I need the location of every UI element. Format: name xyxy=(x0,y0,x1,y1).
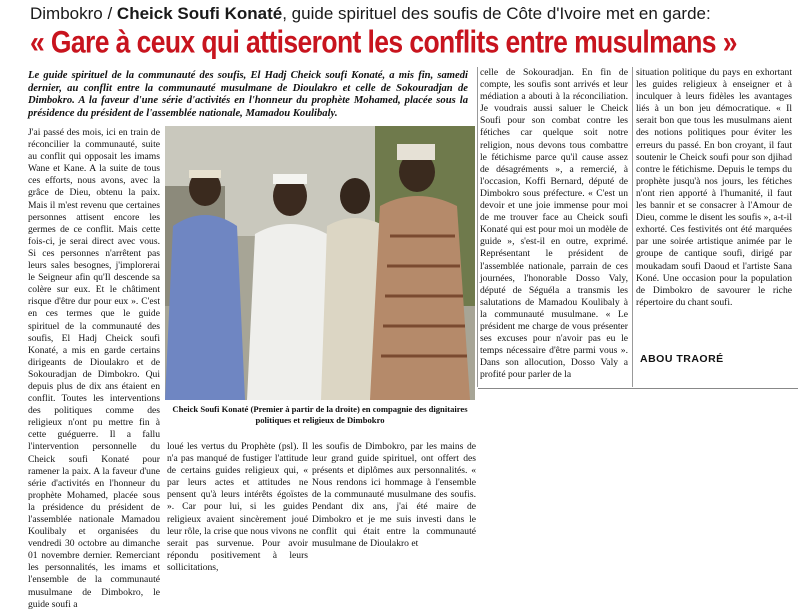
column-1-text: J'ai passé des mois, ici en train de réconcilier la communauté, suite au conflit qui opposait les imams Wane et Kane. A la suite de tous ces efforts, nous avons, avec la grâce de Dieu, obtenu la paix. Mais il m'est revenu que certaines personnes attisent encore les germes de ce conflit. Mais cette fois-ci, je serai direct avec vous. Si ces personnes n'arrêtent pas leurs sales besognes, j'implorerai le Seigneur afin qu'Il descende sa colère sur eux. Et le châtiment risque d'être dur pour eux ». C'est en ces termes que le guide spirituel de la communauté des soufis, El Hadj Cheick soufi Konaté, a mis en garde certains dirigeants de Dioulakro et de Sokouradjan de Dimbokro. Qui depuis plus de dix ans étaient en conflit. Toutes les interventions des politiques comme des religieux n'ont pu mettre fin à cette guéguerre. Il a fallu l'intervention personnelle du Cheick soufi Konaté pour ramener la paix. A la faveur d'une série d'activités en l'honneur du prophète Mohamed, placée sous la présidence du président de l'assemblée nationale Mamadou Koulibaly et organisées du vendredi 30 octobre au dimanche 01 novembre dernier. Remerciant les personnalités, les imams et l'ensemble de la communauté musulmane de Dimbokro, le guide soufi a xyxy=(28,127,160,610)
lead-paragraph: Le guide spirituel de la communauté des soufis, El Hadj Cheick soufi Konaté, a mis fin, samedi dernier, au conflit entre la communauté musulmane de Dioulakro et celle de Sokouradjan de Dimbokro. A la faveur d'une série d'activités en l'honneur du prophète Mohamed, placée sous la présidence du président de l'assemblée nationale, Mamadou Koulibaly. xyxy=(28,70,468,119)
headline: « Gare à ceux qui attiseront les conflits entre musulmans » xyxy=(30,24,737,60)
column-divider xyxy=(632,67,633,387)
column-2-text: loué les vertus du Prophète (psl). Il n'a pas manqué de fustiger l'attitude de certains guides religieux qui, « par leurs actes et attitudes ne pensent qu'à leurs intérêts égoïstes ». Car pour lui, si les guides religieux avaient sincèrement joué leur rôle, la crise que nous vivons ne serait pas survenue. Pour avoir répondu positivement à leurs sollicitations, xyxy=(167,441,308,573)
column-2 xyxy=(167,441,308,573)
kicker-place: Dimbokro / xyxy=(30,4,117,23)
photo-illustration xyxy=(165,126,475,400)
column-3-bottom-text: les soufis de Dimbokro, par les mains de leur grand guide spirituel, ont offert des présents et diplômes aux personnalités. « Nous rendons ici hommage à l'ensemble de la communauté musulmane des soufis. Pendant dix ans, j'ai été maire de Dimbokro et je me suis investi dans le conflit qui était entre la communauté musulmane de Dioulakro et xyxy=(312,441,476,549)
kicker-line xyxy=(30,4,790,24)
kicker-name: Cheick Soufi Konaté xyxy=(116,4,283,23)
photo-caption: Cheick Soufi Konaté (Premier à partir de la droite) en compagnie des dignitaires politiques et religieux de Dimbokro xyxy=(172,404,468,425)
column-divider xyxy=(477,67,478,387)
column-3-bottom xyxy=(312,441,476,569)
column-4-text: situation politique du pays en exhortant les guides religieux à enseigner et à inculquer à leurs fidèles les avantages liés à un bon jeu démocratique. « Il serait bon que tous les musulmans aient des notions politiques pour éviter les erreurs du passé. En bon croyant, il faut soutenir le Cheick soufi pour son djihad contre le fétichisme. Depuis le temps du prophète jusqu'à nos jours, les fétiches n'ont rien apporté à l'humanité, il faut les bannir et se consacrer à l'Amour de Dieu, comme le disent les soufis », a-t-il exhorté. Ces festivités ont été marquées par une soirée artistique animée par le groupe de cantique soufi, dirigé par moukadam soufi Daoud et l'artiste Sana Koné. Une occasion pour la population de Dimbokro de savourer le riche répertoire du chant soufi. xyxy=(636,67,792,308)
column-4 xyxy=(636,67,792,347)
article-photo xyxy=(165,126,475,400)
section-divider xyxy=(478,388,798,389)
kicker-rest: , guide spirituel des soufis de Côte d'Ivoire met en garde: xyxy=(282,4,711,23)
column-3-top-text: celle de Sokouradjan. En fin de compte, les soufis sont arrivés et leur médiation a abouti à la réconciliation. Je voudrais aussi saluer le Cheick Soufi pour son combat contre les fétiches car quelque soit notre religion, nous devons tous combattre le fétichisme parce qu'il cause assez de désagréments », a remercié, à l'occasion, Koffi Bernard, député de Dimbokro sous préfecture. « C'est un devoir et une joie immense pour moi de me trouver face au Cheick soufi Konaté qui est pour moi un modèle de guide », s'est-il en outre, exprimé. Représentant le président de l'assemblée nationale, parrain de ces journées, l'honorable Dosso Valy, député de Séguéla a transmis les salutations de Mamadou Koulibaly à la communauté musulmane. « Le président me charge de vous présenter ses excuses pour n'avoir pas eu le temps nécessaire d'être parmi vous ». Dans son allocution, Dosso Valy a profité pour parler de la xyxy=(480,67,628,381)
author-signature: ABOU TRAORÉ xyxy=(640,353,724,365)
column-1 xyxy=(28,127,160,610)
column-3-top xyxy=(480,67,628,381)
